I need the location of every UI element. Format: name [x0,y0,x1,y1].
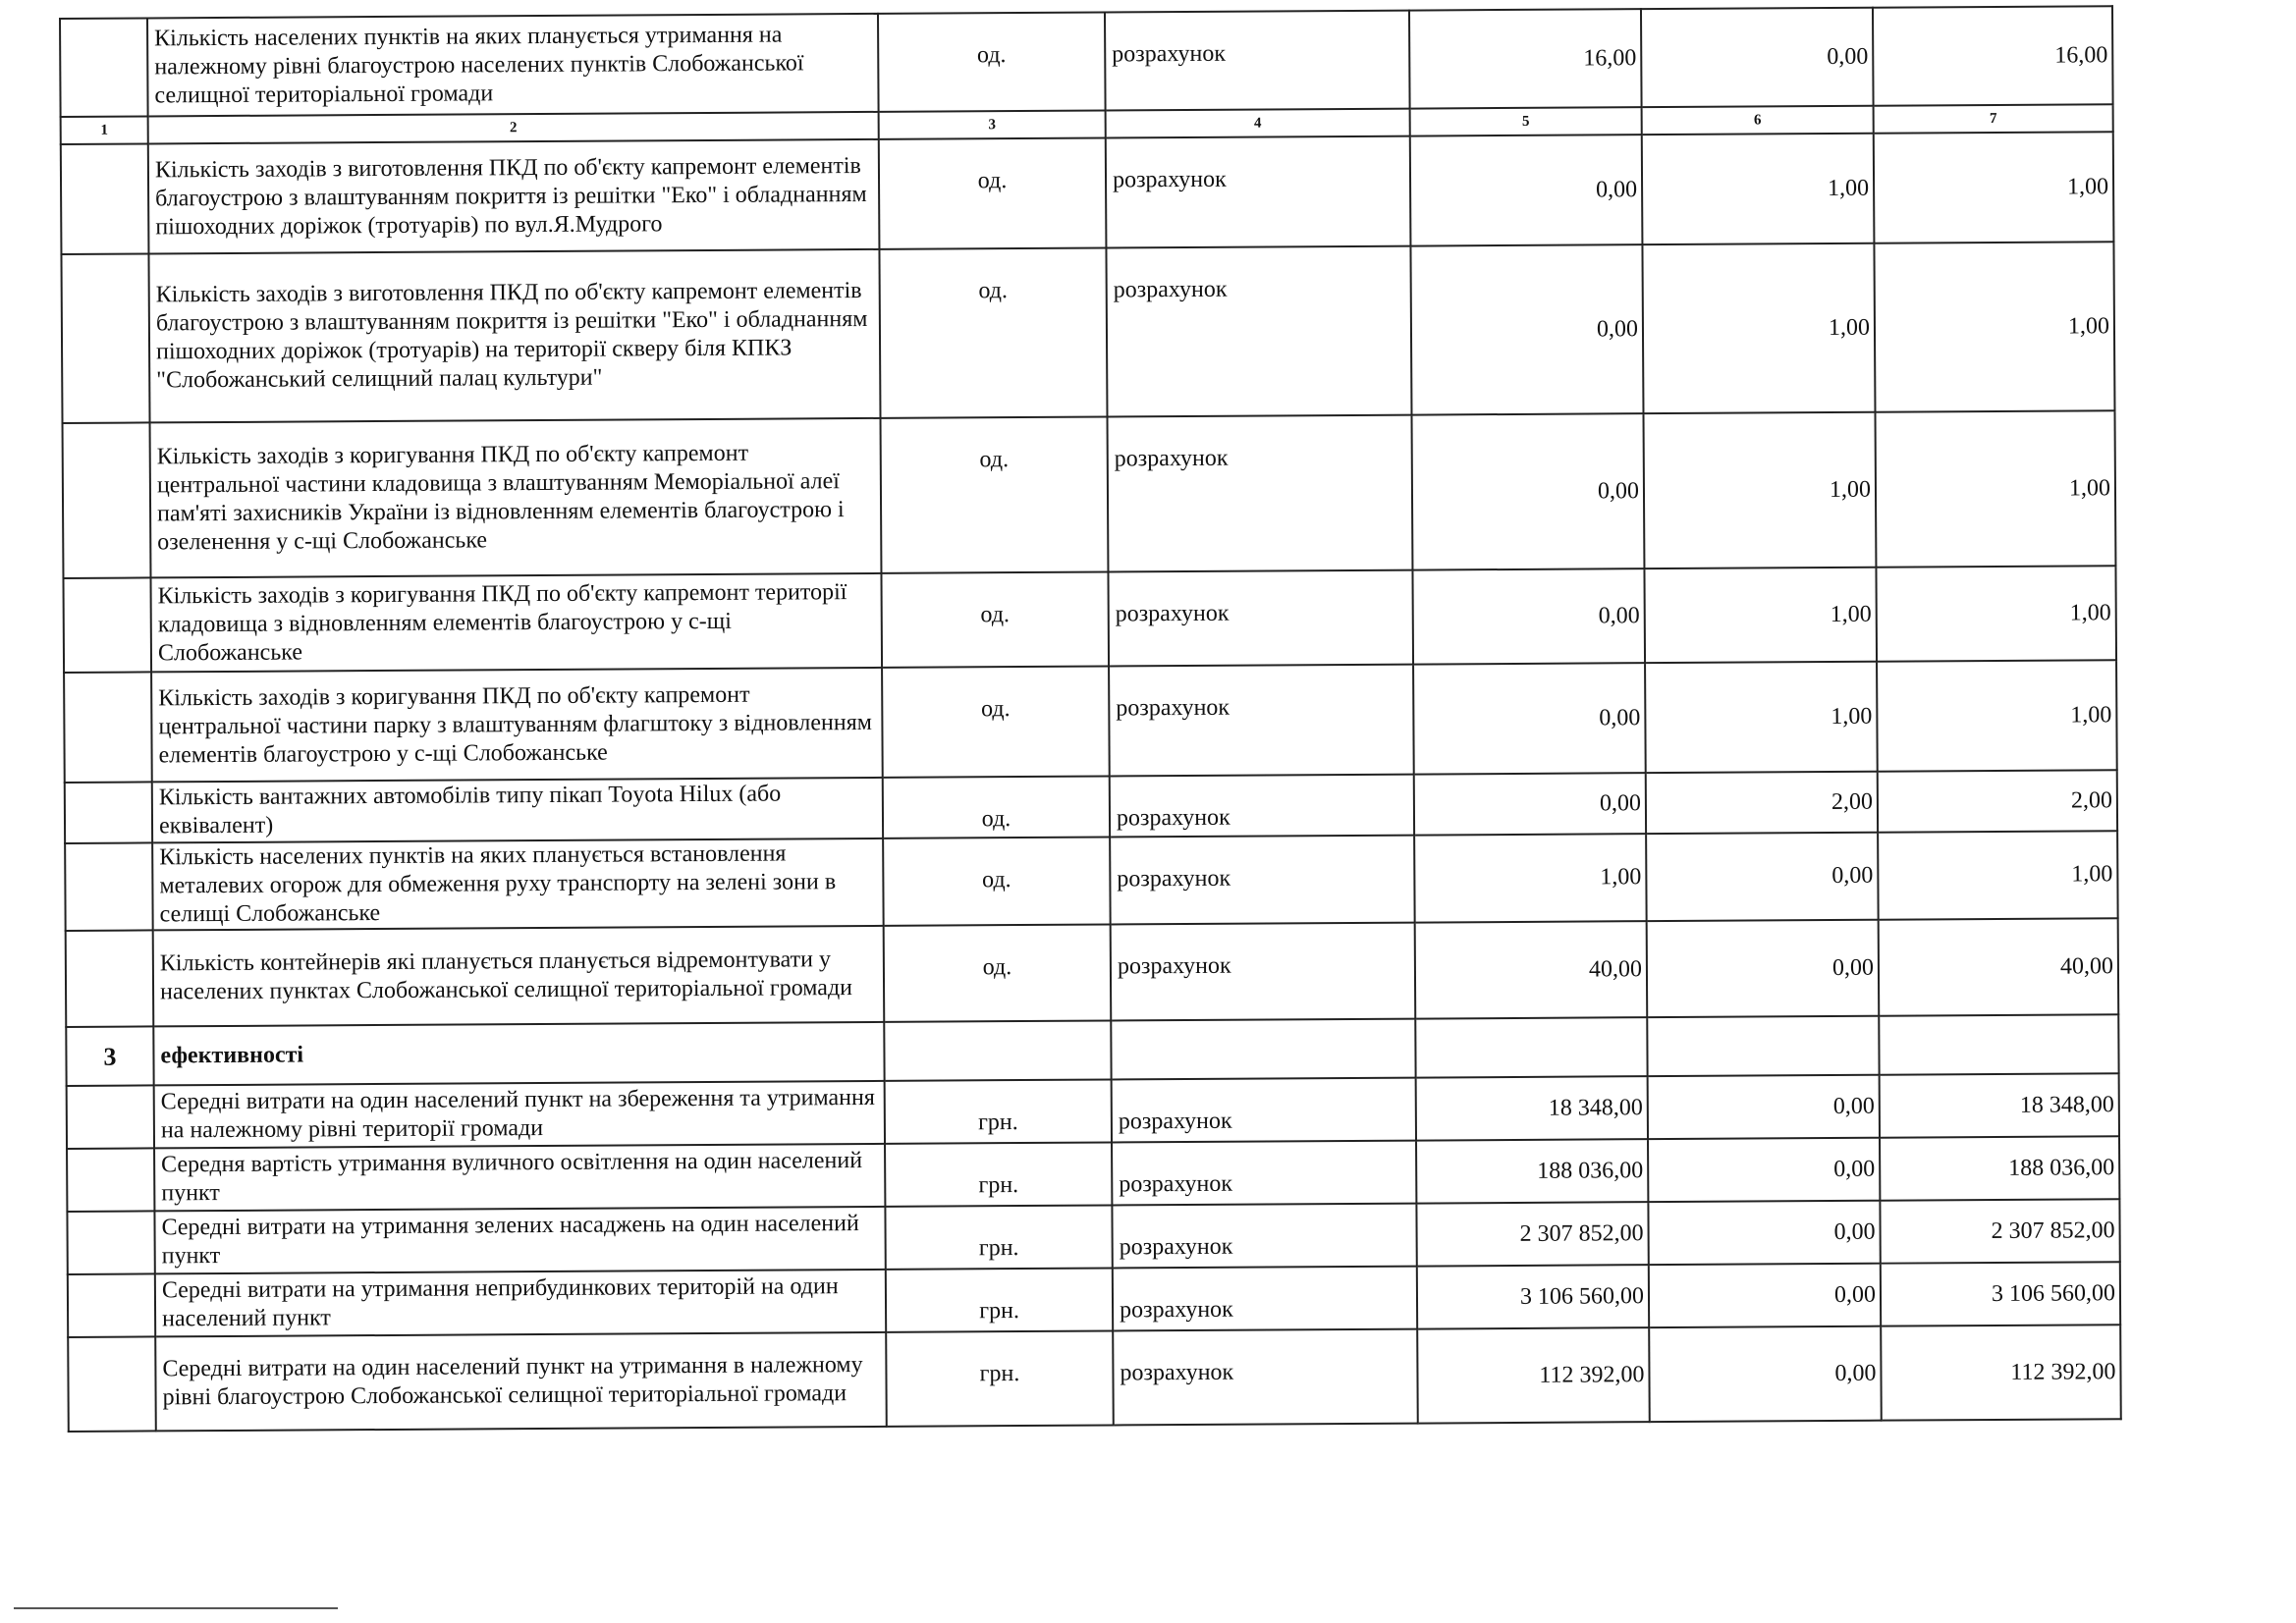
value-col5-cell: 0,00 [1414,773,1646,835]
value-col7-cell: 1,00 [1874,132,2114,243]
section-title-cell: ефективності [153,1022,884,1086]
row-number-cell [63,422,151,578]
column-number-cell: 7 [1874,104,2113,133]
indicator-name-cell: Кількість населених пунктів на яких планується встановлення металевих огорож для обмеження руху транспорту на зелені зони в селищі Слобожанське [152,839,884,931]
source-cell: розрахунок [1111,923,1416,1021]
value-col6-cell: 0,00 [1641,8,1874,107]
indicator-name-cell: Кількість заходів з виготовлення ПКД по об'єкту капремонт елементів благоустрою з влаштуванням покриття із решітки "Еко" і обладнанням пішоходних доріжок (тротуарів) на території скверу біля КПКЗ "Слобожанський селищний палац культури" [148,249,880,423]
row-number-cell [67,1211,154,1274]
value-col5-cell: 0,00 [1412,568,1645,664]
table-row [61,132,2114,254]
row-number-cell [68,1273,155,1337]
row-number-cell [66,930,154,1027]
unit-cell: грн. [885,1142,1112,1206]
source-cell: розрахунок [1108,570,1413,667]
column-number-cell: 1 [61,116,148,144]
row-number-cell [61,143,149,254]
value-col5-cell: 0,00 [1413,663,1646,774]
value-col5-cell [1415,1017,1647,1077]
value-col5-cell: 0,00 [1411,413,1644,569]
row-number-cell: 3 [66,1026,153,1086]
value-col6-cell: 0,00 [1648,1138,1880,1202]
unit-cell: грн. [885,1079,1112,1143]
source-cell: розрахунок [1112,1141,1416,1206]
row-number-cell [67,1148,154,1212]
value-col7-cell: 18 348,00 [1880,1073,2119,1137]
value-col6-cell [1647,1016,1879,1076]
indicator-name-cell: Середня вартість утримання вуличного освітлення на один населений пункт [154,1144,885,1212]
indicator-name-cell: Кількість заходів з виготовлення ПКД по об'єкту капремонт елементів благоустрою з влаштуванням покриття із решітки "Еко" і обладнанням пішоходних доріжок (тротуарів) по вул.Я.Мудрого [148,139,880,254]
value-col6-cell: 0,00 [1649,1264,1881,1327]
column-number-cell: 5 [1410,107,1642,135]
value-col6-cell: 1,00 [1642,243,1875,413]
source-cell: розрахунок [1106,246,1411,417]
source-cell [1111,1019,1415,1080]
column-number-cell: 6 [1642,106,1874,135]
value-col6-cell: 0,00 [1646,833,1879,921]
value-col5-cell: 0,00 [1410,135,1643,245]
row-number-cell [67,1085,154,1149]
unit-cell: грн. [885,1205,1112,1269]
value-col6-cell: 0,00 [1647,920,1880,1017]
value-col6-cell: 1,00 [1643,412,1876,568]
row-number-cell [60,18,148,117]
indicator-name-cell: Кількість контейнерів які планується планується відремонтувати у населених пунктах Слобожанської селищної територіальної громади [153,926,885,1027]
table-row [60,6,2113,117]
footer-rule [14,1607,338,1609]
value-col7-cell: 112 392,00 [1881,1325,2121,1420]
value-col5-cell: 16,00 [1409,9,1642,108]
document-sheet [59,5,2120,1433]
value-col5-cell: 112 392,00 [1417,1327,1650,1423]
value-col7-cell: 1,00 [1877,660,2117,771]
value-col7-cell: 40,00 [1879,918,2119,1015]
value-col7-cell: 1,00 [1875,410,2115,567]
value-col7-cell: 1,00 [1878,831,2118,919]
value-col6-cell: 1,00 [1644,568,1877,663]
indicator-name-cell: Кількість заходів з коригування ПКД по об'єкту капремонт центральної частини парку з влаштуванням флагштоку з відновленням елементів благоустрою у с-щі Слобожанське [151,668,883,783]
unit-cell: од. [883,776,1110,838]
unit-cell: од. [881,416,1109,572]
source-cell: розрахунок [1113,1267,1417,1331]
row-number-cell [68,1336,156,1432]
table-row [63,566,2116,673]
value-col5-cell: 188 036,00 [1416,1139,1648,1203]
row-number-cell [65,842,153,931]
value-col6-cell: 2,00 [1646,772,1878,834]
value-col5-cell: 1,00 [1414,834,1647,922]
indicator-name-cell: Середні витрати на один населений пункт на утримання в належному рівні благоустрою Слобожанської селищної територіальної громади [155,1332,887,1432]
indicator-name-cell: Кількість заходів з коригування ПКД по об'єкту капремонт центральної частини кладовища з влаштуванням Меморіальної алеї пам'яті захисників України із відновленням елементів благоустрою і озеленення у с-щі Слобожанське [150,418,882,578]
value-col7-cell: 16,00 [1873,6,2113,105]
source-cell: розрахунок [1113,1329,1418,1426]
source-cell: розрахунок [1112,1204,1416,1269]
unit-cell: од. [878,12,1106,111]
unit-cell: од. [882,666,1110,777]
value-col6-cell: 0,00 [1648,1201,1880,1265]
value-col7-cell: 2 307 852,00 [1880,1199,2119,1263]
source-cell: розрахунок [1109,665,1414,777]
table-row [66,918,2119,1027]
row-number-cell [65,782,152,843]
table-row [68,1325,2121,1432]
unit-cell: грн. [886,1268,1113,1331]
indicator-name-cell: Середні витрати на утримання зелених насаджень на один населений пункт [154,1207,885,1274]
column-number-cell: 3 [879,110,1106,138]
value-col7-cell [1879,1014,2118,1074]
indicator-name-cell: Кількість заходів з коригування ПКД по об'єкту капремонт території кладовища з відновленням елементів благоустрою у с-щі Слобожанське [150,573,882,673]
value-col6-cell: 0,00 [1649,1326,1882,1422]
value-col6-cell: 1,00 [1642,134,1875,244]
value-col7-cell: 1,00 [1874,242,2114,411]
source-cell: розрахунок [1105,11,1410,111]
indicator-name-cell: Кількість населених пунктів на яких планується утримання на належному рівні благоустрою населених пунктів Слобожанської селищної територіальної громади [147,14,879,117]
unit-cell: од. [883,837,1111,925]
value-col7-cell: 1,00 [1876,566,2116,661]
row-number-cell [63,577,151,673]
unit-cell: од. [879,137,1107,248]
source-cell: розрахунок [1106,136,1411,248]
source-cell: розрахунок [1112,1078,1416,1143]
table-row [63,410,2116,578]
value-col6-cell: 0,00 [1648,1075,1880,1139]
table-row [61,242,2114,423]
value-col7-cell: 188 036,00 [1880,1136,2119,1200]
value-col7-cell: 2,00 [1878,770,2117,832]
column-number-cell: 2 [148,112,879,144]
value-col6-cell: 1,00 [1645,662,1878,773]
table-row [64,660,2117,783]
unit-cell: од. [879,247,1107,417]
value-col5-cell: 18 348,00 [1416,1076,1648,1140]
unit-cell: од. [881,571,1109,667]
value-col5-cell: 2 307 852,00 [1416,1202,1648,1266]
value-col5-cell: 0,00 [1410,244,1643,414]
table-body [60,6,2121,1432]
value-col5-cell: 3 106 560,00 [1417,1265,1649,1328]
source-cell: розрахунок [1110,775,1414,838]
indicator-name-cell: Середні витрати на утримання неприбудинкових територій на один населений пункт [155,1270,886,1337]
unit-cell [884,1020,1111,1080]
source-cell: розрахунок [1110,836,1415,925]
row-number-cell [61,253,149,423]
source-cell: розрахунок [1108,415,1413,572]
column-number-cell: 4 [1106,109,1410,138]
indicator-name-cell: Кількість вантажних автомобілів типу пікап Toyota Hilux (або еквівалент) [152,778,883,843]
unit-cell: од. [884,924,1112,1021]
value-col7-cell: 3 106 560,00 [1881,1262,2120,1325]
unit-cell: грн. [886,1330,1114,1426]
table-row [65,831,2118,931]
row-number-cell [64,672,152,783]
value-col5-cell: 40,00 [1415,921,1648,1018]
indicator-name-cell: Середні витрати на один населений пункт на збереження та утримання на належному рівні території громади [154,1081,885,1149]
indicators-table [59,5,2122,1433]
